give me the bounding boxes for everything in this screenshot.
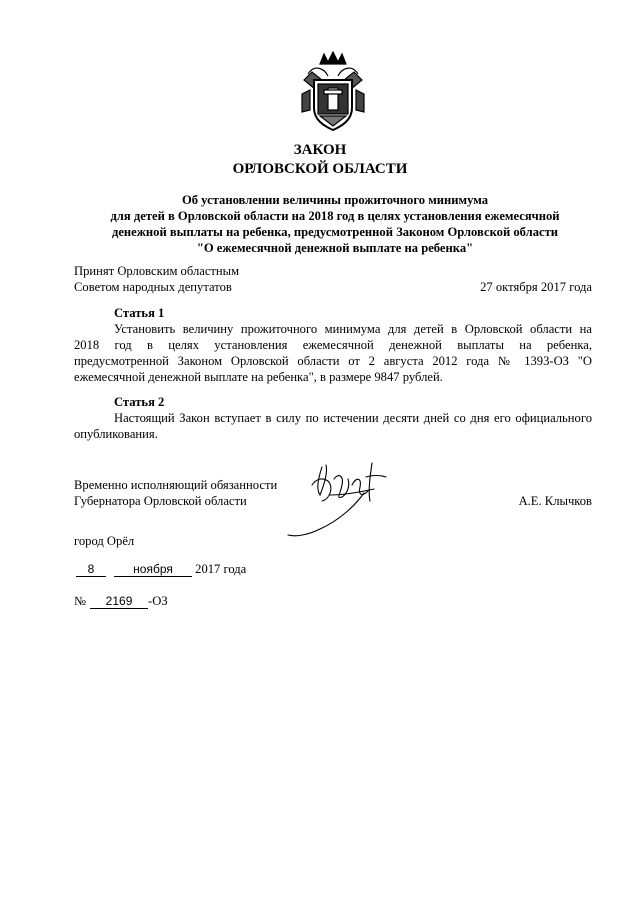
law-number bbox=[74, 593, 168, 609]
region-title: ОРЛОВСКОЙ ОБЛАСТИ bbox=[232, 161, 408, 177]
law-subject bbox=[90, 192, 580, 256]
article-2-line: опубликования. bbox=[74, 427, 158, 441]
date-day: 8 bbox=[76, 563, 106, 577]
article-1-line: предусмотренной Законом Орловской области от 2 августа 2012 года № 1393-ОЗ "О bbox=[74, 354, 592, 368]
article-1-line: Установить величину прожиточного минимума для детей в Орловской области на bbox=[114, 322, 592, 336]
signatory-title bbox=[74, 477, 277, 509]
article-1-heading: Статья 1 bbox=[114, 306, 165, 320]
signatory-line: Временно исполняющий обязанности bbox=[74, 478, 278, 492]
date-month: ноября bbox=[114, 563, 192, 577]
adoption-line: Принят Орловским областным bbox=[74, 264, 240, 278]
subject-line: Об установлении величины прожиточного минимума bbox=[181, 193, 489, 207]
article-1-line: ежемесячной денежной выплате на ребенка", в размере 9847 рублей. bbox=[74, 370, 443, 384]
article-2-body bbox=[74, 410, 592, 442]
signatory-line: Губернатора Орловской области bbox=[74, 494, 247, 508]
coat-of-arms-emblem bbox=[300, 50, 366, 136]
signing-date bbox=[74, 561, 246, 577]
subject-line: денежной выплаты на ребенка, предусмотренной Законом Орловской области bbox=[111, 225, 559, 239]
subject-line: для детей в Орловской области на 2018 год в целях установления ежемесячной bbox=[110, 209, 560, 223]
number-suffix: -ОЗ bbox=[148, 594, 168, 608]
adoption-line: Советом народных депутатов bbox=[74, 280, 232, 294]
article-1-body bbox=[74, 321, 592, 385]
adoption-date: 27 октября 2017 года bbox=[480, 280, 592, 294]
article-2-heading: Статья 2 bbox=[114, 395, 165, 409]
article-1-line: 2018 год в целях установления ежемесячной денежной выплаты на ребенка, bbox=[74, 338, 592, 352]
law-title: ЗАКОН bbox=[293, 142, 347, 158]
city-label: город Орёл bbox=[74, 534, 135, 548]
number-prefix: № bbox=[74, 594, 87, 608]
adoption-block bbox=[74, 263, 239, 295]
handwritten-signature bbox=[282, 455, 402, 545]
signatory-name: А.Е. Клычков bbox=[518, 494, 592, 508]
subject-line: "О ежемесячной денежной выплате на ребенка" bbox=[196, 241, 474, 255]
number-value: 2169 bbox=[90, 595, 148, 609]
article-2-line: Настоящий Закон вступает в силу по истечении десяти дней со дня его официального bbox=[114, 411, 592, 425]
date-year: 2017 года bbox=[195, 562, 247, 576]
